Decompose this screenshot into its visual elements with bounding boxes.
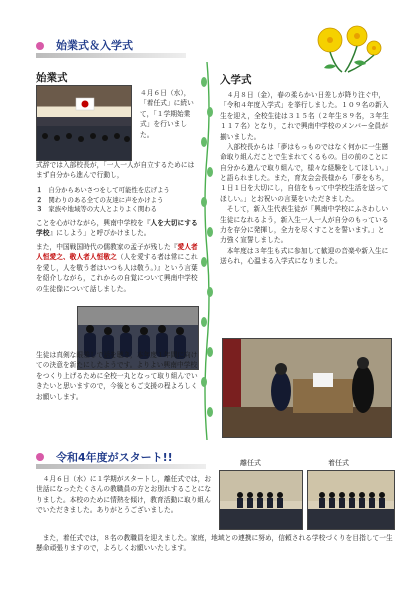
goal-text: 自分からあいさつをして可能性を広げよう: [48, 186, 170, 194]
para3-text-a: また，中国戦国時代の儒教家の孟子が残した『: [36, 243, 178, 251]
bottom-para1: [36, 474, 214, 516]
right-para4-text: 本年度は３年生も式に参加して歓迎の音楽や新入生に送られ，心温まる入学式になりました。: [220, 246, 389, 265]
para3-emphasis: 愛人者人恒愛之、敬人者人恒敬之: [36, 243, 198, 262]
goal-item-3: [36, 205, 201, 215]
bottom-heading-dot: [36, 453, 44, 461]
bottom-para2-text: また，着任式では，８名の教職員を迎えました。家庭，地域との連携に努め，信頼される学校づくりを目指して一生懸命頑張りますので，よろしくお願いいたします。: [36, 534, 393, 553]
header-dot-left: [36, 42, 44, 50]
welcome-ceremony-photo: [307, 470, 395, 530]
caption-farewell: 離任式: [240, 459, 261, 467]
left-intro-text: ４月６日（水），「着任式」に続いて，「１学期始業式」を行いました。: [140, 89, 194, 139]
photo-scene-5: [308, 471, 395, 530]
right-para1-text: ４月８日（金），春の柔らかい日差しが降り注ぐ中，「令和４年度入学式」を挙行しました。１０９名の新入生を迎え，全校生徒は３１５名（２年生８９名，３年生１１７名）となり，これで興南中学校のメンバー全員が揃いました。: [220, 91, 389, 141]
farewell-ceremony-photo: [219, 470, 303, 530]
bottom-para2: [36, 533, 396, 554]
flower-decoration: [300, 22, 390, 74]
goal-item-2: [36, 196, 201, 206]
para2-text-a: ことを心がけながら，興南中学校を『: [36, 219, 151, 227]
photo-scene-4: [220, 471, 303, 530]
right-para2-text: 入部校長からは「夢はもっものではなく何かに一生懸命取り組んだことで生まれてくるもの。目の前のことに自分から進んで取り組んで，様々な経験をしてほしい。」と語られました。また，育友会会長様から「夢をもち，１日１日を大切にし，自信をもって中学校生活を送ってほしい。」とお祝いの言葉をいただきました。: [220, 142, 389, 203]
para3-text-c: （人を愛する者は常にこれを愛し，人を敬う者はいつも人は敬う。）』という言葉を紹介しながら，これからの自覚について興南中学校の生徒像について話しました。: [36, 253, 198, 293]
right-para3-text: そして，新入生代表生徒が「興南中学校にふさわしい生徒になれるよう，新入生一人一人が自分のもっている力を存分に発揮し，全力を尽くすことを誓います。」と力強く宣誓しました。: [220, 205, 389, 245]
left-section-heading: 始業式: [36, 72, 68, 84]
right-section-heading: 入学式: [220, 74, 252, 86]
bottom-underline: [36, 464, 206, 469]
goals-list: [36, 186, 201, 215]
bottom-para1-text: ４月６日（水）に１学期がスタートし，離任式では，お世話になったたくさんの教職員の方とお別れすることになりました。本校のために情熱を傾け，教育活動に取り組んでいただきました。ありがとうございました。: [36, 475, 212, 515]
title-underline: [36, 53, 186, 58]
caption-welcome: 着任式: [328, 459, 349, 467]
left-para1: 式辞では入部校長が，「一人一人が自立するためにはまず自分から進んで行動し，: [36, 161, 195, 180]
para2-text-c: 』にしよう」と呼びかけました。: [49, 229, 151, 238]
left-para4: 生徒は真剣な眼差しで話を聴き，本年度１年間に向けての決意を新たにしたようです。よりよい興南中学校をつくり上げるために全校一丸となって取り組んでいきたいと思いますので，今後ともご支援の程よろしくお願いします。: [36, 351, 198, 401]
goal-item-1: [36, 186, 201, 196]
left-para3: [36, 242, 201, 304]
goal-number: １: [36, 186, 43, 194]
goal-number: ３: [36, 205, 43, 214]
vine-divider: [201, 62, 213, 440]
opening-ceremony-photo: [36, 85, 132, 161]
right-para1: [220, 90, 390, 266]
goal-number: ２: [36, 195, 43, 204]
entrance-ceremony-photo: [222, 338, 392, 438]
left-para2: [36, 218, 201, 239]
bottom-section-heading: 令和4年度がスタート!!: [56, 451, 173, 464]
goal-text: 関わりのある全ての友達に声をかけよう: [48, 195, 164, 204]
page-title: 始業式＆入学式: [56, 39, 133, 52]
photo-scene-1: [37, 86, 132, 161]
photo-scene-3: [223, 339, 392, 438]
goal-text: 家族や地域等の大人とよりよく関わる: [48, 205, 158, 214]
para2-emphasis: 人を大切にする学校: [36, 219, 198, 238]
